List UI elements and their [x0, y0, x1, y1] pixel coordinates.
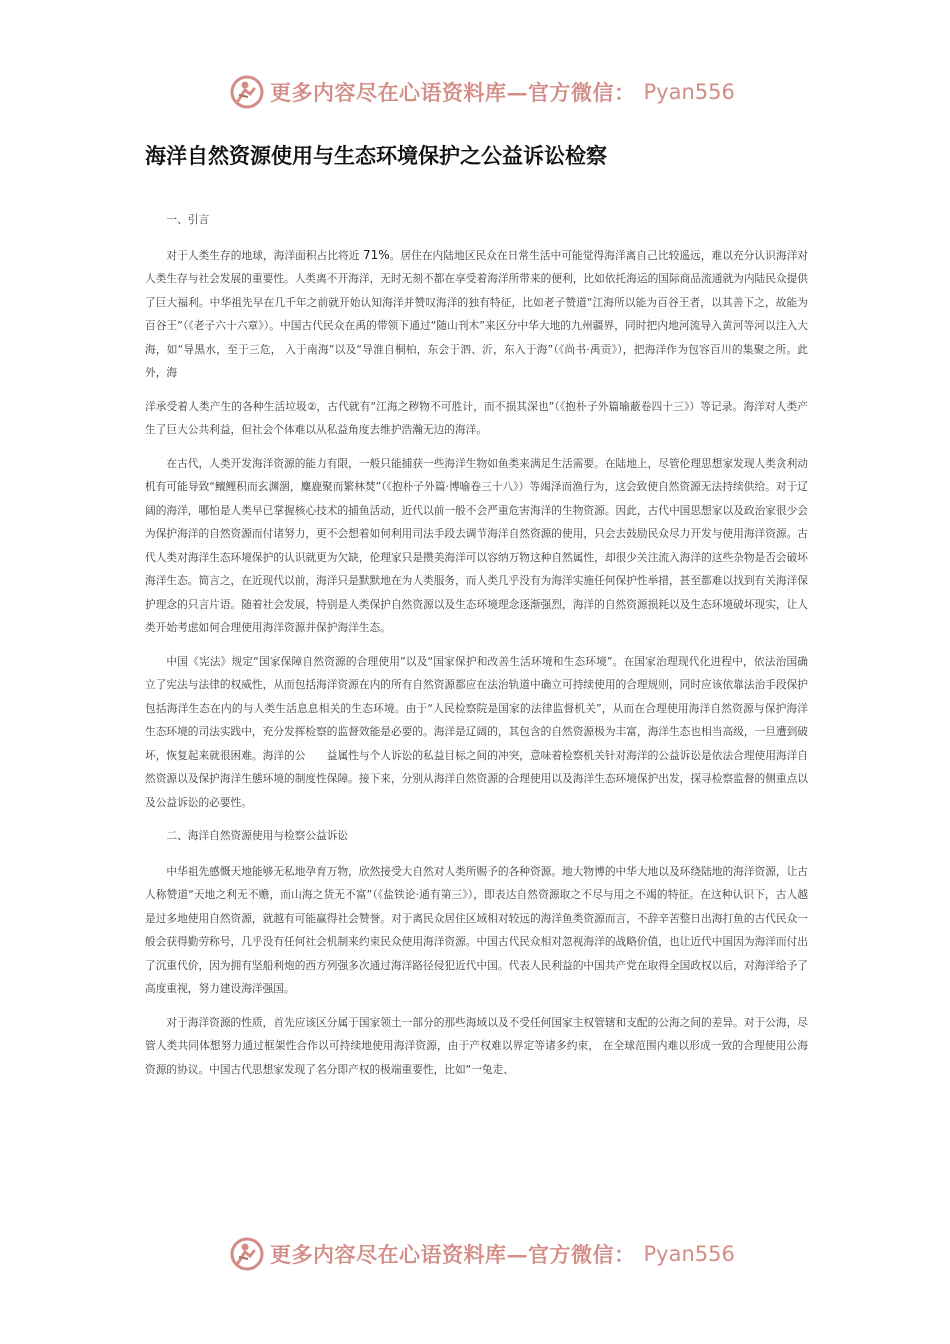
banner-text: 更多内容尽在心语资料库—官方微信： — [270, 1242, 636, 1267]
banner-text: 更多内容尽在心语资料库—官方微信： — [270, 80, 636, 105]
paragraph-2: 洋承受着人类产生的各种生活垃圾②，古代就有“江海之秽物不可胜计，而不损其深也”（《抱朴子外篇喻蔽卷四十三》）等记录。海洋对人类产生了巨大公共利益，但社会个体难以从私益角度去维护浩瀚无边的海洋。 — [145, 399, 808, 436]
paragraph-1-text-a: 对于人类生存的地球，海洋面积占比将近 — [166, 248, 363, 262]
paragraph-4: 中国《宪法》规定“国家保障自然资源的合理使用”以及“国家保护和改善生活环境和生态环境”。在国家治理现代化进程中，依法治国确立了宪法与法律的权威性，从而包括海洋资源在内的所有自然资源都应在法治轨道中确立可持续使用的合理规则，同时应该依靠法治手段保护包括海洋生态在内的与人类生活息息相关的生态环境。由于“人民检察院是国家的法律监督机关”，从而在合理使用海洋自然资源与保护海洋生态环境的司法实践中，充分发挥检察的监督效能是必要的。海洋是辽阔的，其包含的自然资源极为丰富，海洋生态也相当高级，一旦遭到破坏，恢复起来就很困难。海洋的公 益属性与个人诉讼的私益目标之间的冲突，意味着检察机关针对海洋的公益诉讼是依法合理使用海洋自然资源以及保护海洋生態环境的制度性保障。接下来，分别从海洋自然资源的合理使用以及海洋生态环境保护出发，探寻检察监督的侧重点以及公益诉讼的必要性。 — [145, 654, 808, 809]
paragraph-6: 对于海洋资源的性质，首先应该区分属于国家领土一部分的那些海域以及不受任何国家主权管辖和支配的公海之间的差异。对于公海，尽管人类共同体想努力通过框架性合作以可持续地使用海洋资源，由于产权难以界定等诸多约束， 在全球范围内难以形成一致的合理使用公海资源的协议。中国古代思想家发现了名分即产权的极端重要性，比如“一兔走、 — [145, 1015, 808, 1076]
paragraph-3: 在古代，人类开发海洋资源的能力有限，一般只能捕获一些海洋生物如鱼类来满足生活需要。在陆地上，尽管伦理思想家发现人类贪利动机有可能导致“鳣鲤积而玄渊涸，麋鹿聚而繁林焚”（《抱朴子外篇·博喻卷三十八》）等竭泽而渔行为，这会致使自然资源无法持续供给。对于辽阔的海洋，哪怕是人类早已掌握核心技术的捕鱼活动，近代以前一般不会严重危害海洋的生物资源。因此，古代中国思想家以及政治家很少会为保护海洋的自然资源而付诸努力，更不会想着如何利用司法手段去调节海洋自然资源的使用，只会去鼓励民众尽力开发与使用海洋资源。古代人类对海洋生态环境保护的认识就更为欠缺，伦理家只是攒美海洋可以容纳万物这种自然属性，却很少关注流入海洋的这些杂物是否会破坏海洋生态。简言之，在近现代以前，海洋只是默默地在为人类服务，而人类几乎没有为海洋实施任何保护性举措，甚至都难以找到有关海洋保护理念的只言片语。随着社会发展，特别是人类保护自然资源以及生态环境理念逐渐强烈，海洋的自然资源损耗以及生态环境破坏现实，让人类开始考虑如何合理使用海洋资源并保护海洋生态。 — [145, 456, 808, 634]
paragraph-1-text-b: 。居住在内陆地区民众在日常生活中可能觉得海洋离自己比较遥远，难以充分认识海洋对人类生存与社会发展的重要性。人类离不开海洋，无时无刻不都在享受着海洋所带来的便利，比如依托海运的国际商品流通就为内陆民众提供了巨大福利。中华祖先早在几千年之前就开始认知海洋并赞叹海洋的独有特征，比如老子赞道“江海所以能为百谷王者，以其善下之，故能为百谷王”（《老子六十六章》）。中国古代民众在禹的带领下通过“随山刊木”来区分中华大地的九州疆界，同时把内地河流导入黄河等河以注入大海，如“导黑水，至于三危， 入于南海”以及“导淮自桐柏，东会于泗、沂，东入于海”（《尚书·禹贡》），把海洋作为包容百川的集聚之所。此外，海 — [145, 248, 808, 379]
section-heading-2: 二、海洋自然资源使用与检察公益诉讼 — [166, 829, 349, 842]
document-body — [145, 208, 808, 1091]
reading-person-logo-icon — [230, 1237, 264, 1271]
footer-banner — [230, 1234, 735, 1274]
document-title: 海洋自然资源使用与生态环境保护之公益诉讼检察 — [145, 144, 607, 168]
reading-person-logo-icon — [230, 75, 264, 109]
header-banner — [230, 72, 735, 112]
banner-wechat-id: Pyan556 — [643, 80, 735, 104]
paragraph-5: 中华祖先感慨天地能够无私地孕育万物，欣然接受大自然对人类所赐予的各种资源。地大物博的中华大地以及环绕陆地的海洋资源，让古人称赞道“天地之利无不赡，而山海之货无不富”（《盐铁论·通有第三》），即表达自然资源取之不尽与用之不竭的特征。在这种认识下，古人越是过多地使用自然资源，就越有可能赢得社会赞誉。对于离民众居住区域相对较远的海洋鱼类资源而言，不辞辛苦整日出海打鱼的古代民众一般会获得勤劳称号，几乎没有任何社会机制来约束民众使用海洋资源。中国古代民众相对忽视海洋的战略价值，也让近代中国因为海洋而付出了沉重代价，因为拥有坚船利炮的西方列强多次通过海洋路径侵犯近代中国。代表人民利益的中国共产党在取得全国政权以后，对海洋给予了高度重视，努力建设海洋强国。 — [145, 864, 808, 995]
section-heading-intro: 一、引言 — [166, 213, 210, 226]
ocean-percentage: 71% — [362, 247, 390, 262]
paragraph-1 — [145, 244, 808, 385]
banner-wechat-id: Pyan556 — [643, 1242, 735, 1266]
